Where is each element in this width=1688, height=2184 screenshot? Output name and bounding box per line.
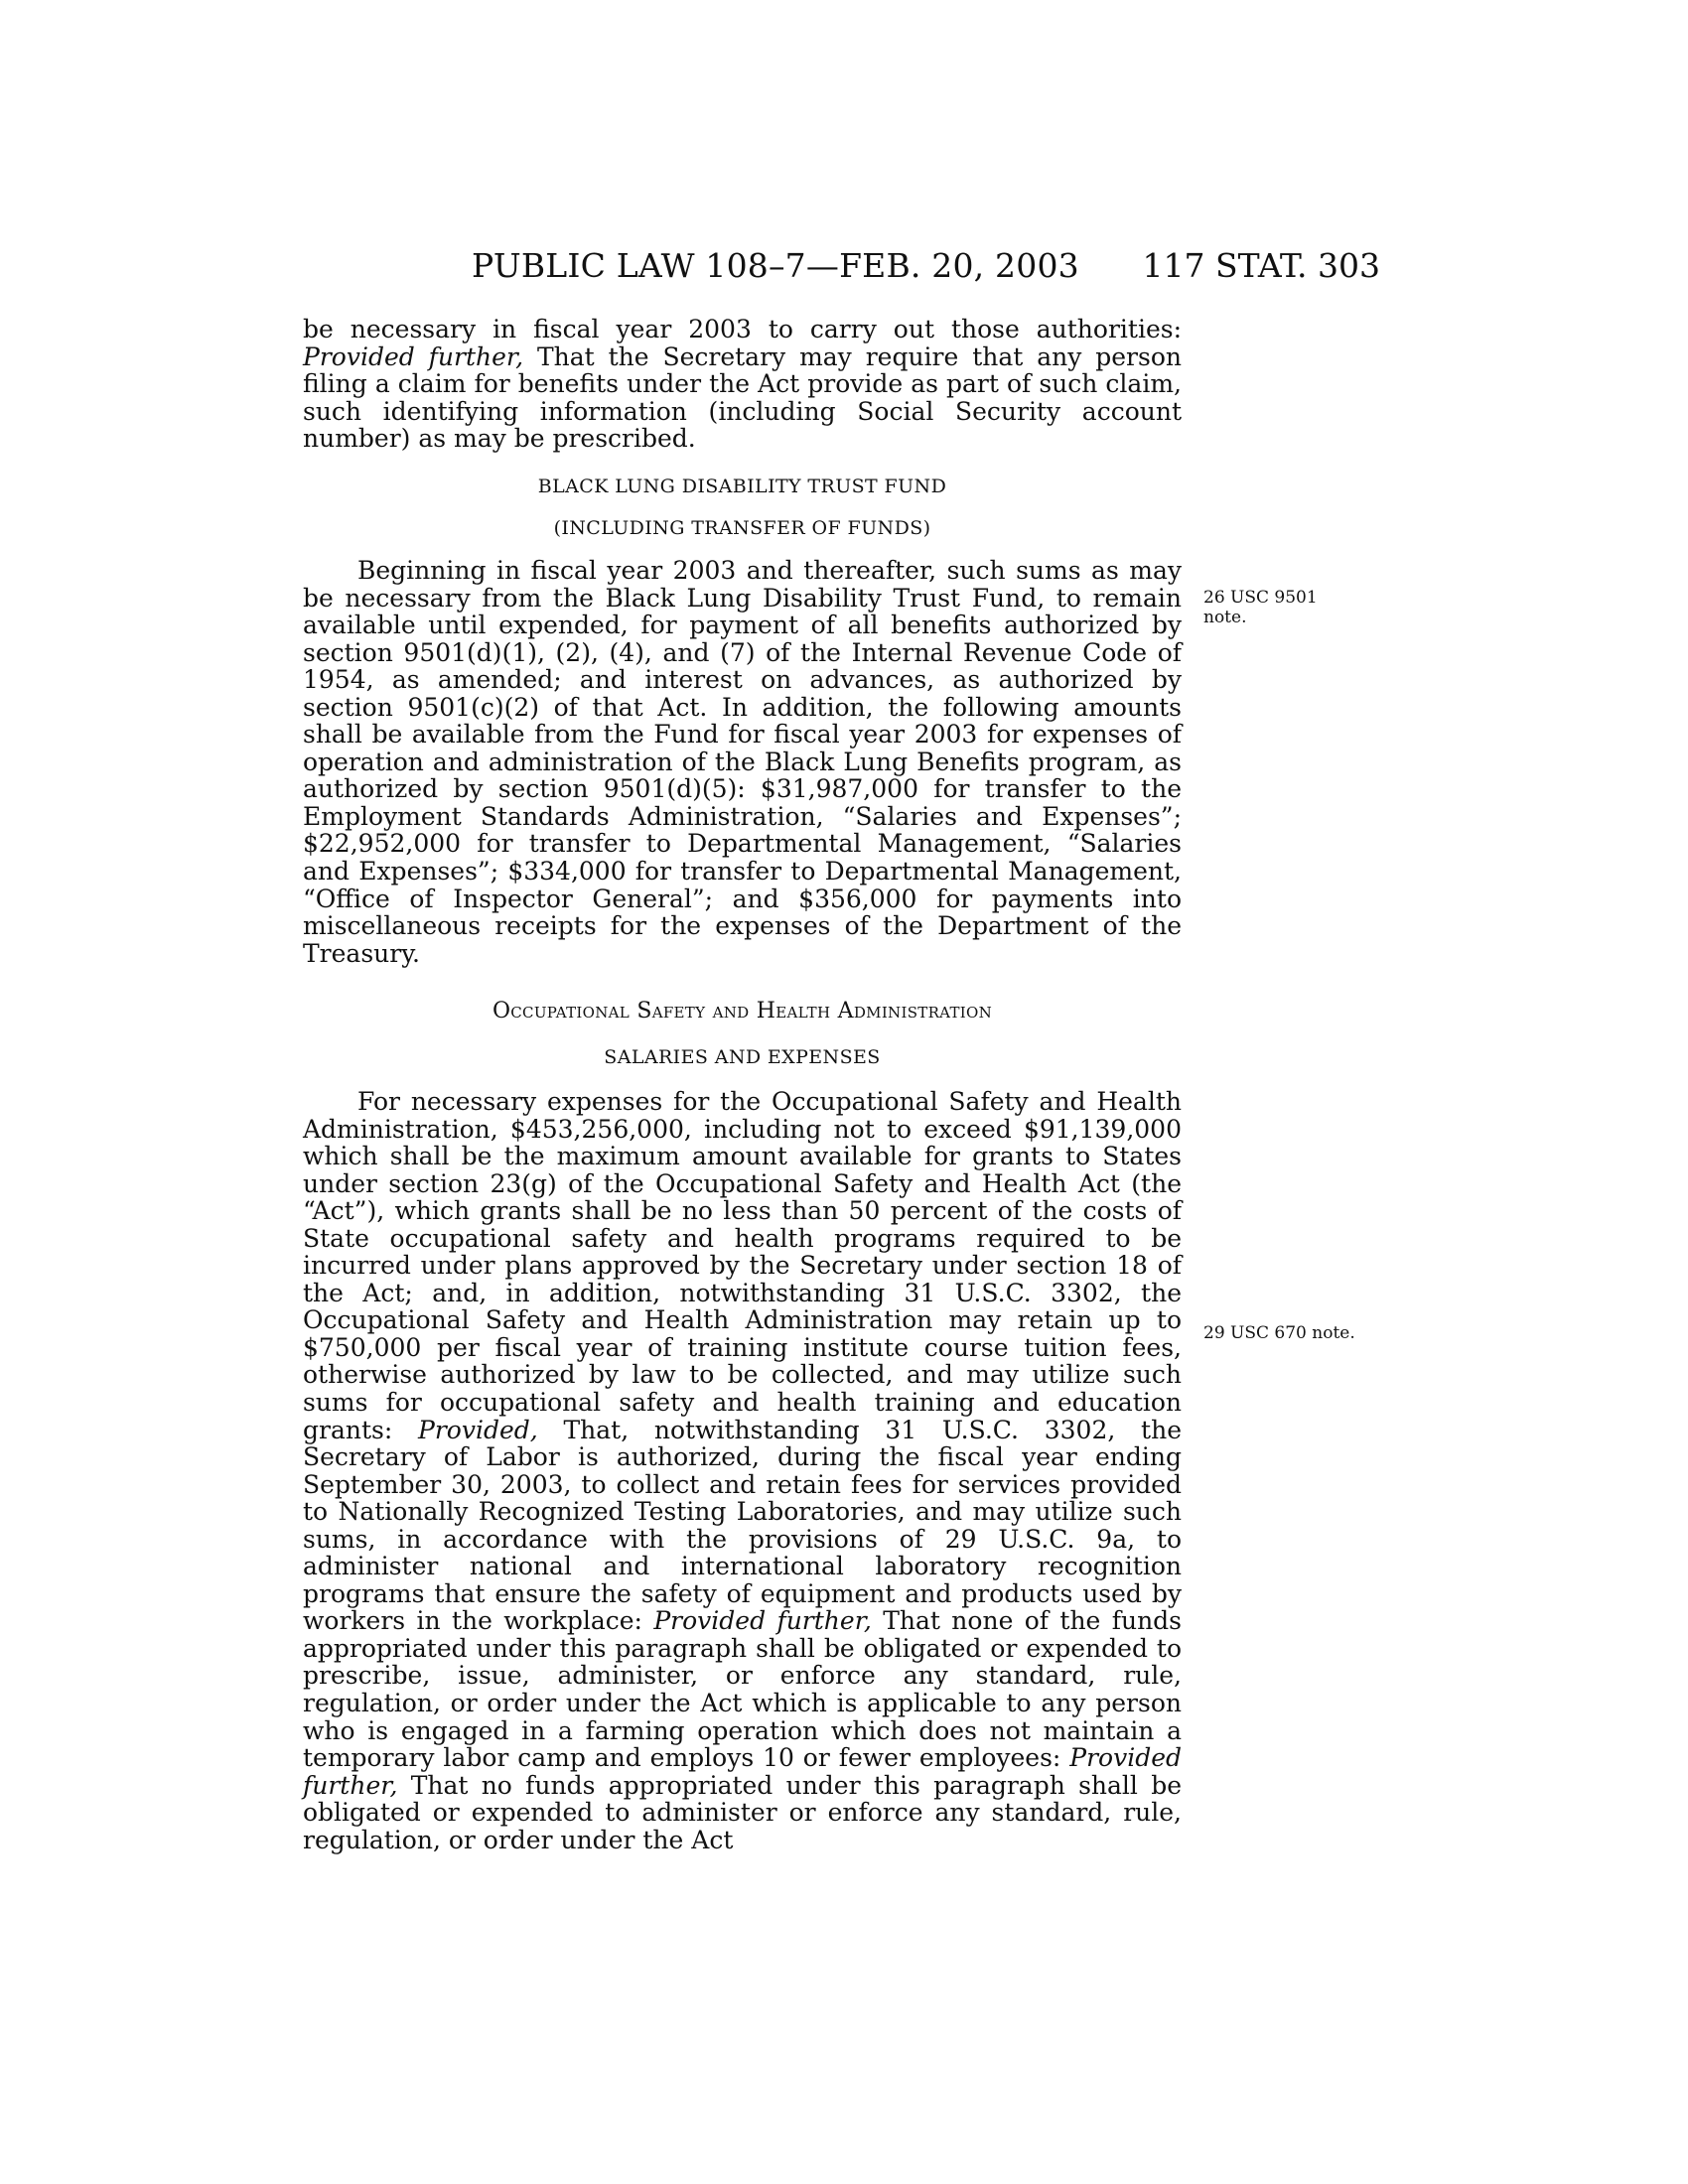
marginal-note-29-usc: 29 USC 670 note. [1203,1323,1355,1343]
salaries-and-expenses-subheading: SALARIES AND EXPENSES [604,1046,881,1068]
transfer-of-funds-subheading: (INCLUDING TRANSFER OF FUNDS) [553,517,931,539]
marginal-note-26-usc: 26 USC 9501 note. [1203,588,1318,627]
provided-further-phrase: Provided further, [303,1743,1182,1800]
continuation-paragraph: be necessary in fiscal year 2003 to carry out those authorities: Provided further, That the Secretary may require that any person filing a claim for benefits under the Act provide as part of such claim, such identifying information (including Social Security account number) as may be prescribed. [303,315,1182,454]
public-law-citation: PUBLIC LAW 108–7—FEB. 20, 2003 [472,246,1079,285]
page-body [303,316,1182,1853]
black-lung-paragraph: Beginning in fiscal year 2003 and thereafter, such sums as may be necessary from the Black Lung Disability Trust Fund, to remain available until expended, for payment of all benefits authorized by section 9501(d)(1), (2), (4), and (7) of the Internal Revenue Code of 1954, as amended; and interest on advances, as authorized by section 9501(c)(2) of that Act. In addition, the following amounts shall be available from the Fund for fiscal year 2003 for expenses of operation and administration of the Black Lung Benefits program, as authorized by section 9501(d)(5): $31,987,000 for transfer to the Employment Standards Administration, “Salaries and Expenses”; $22,952,000 for transfer to Departmental Management, “Salaries and Expenses”; $334,000 for transfer to Departmental Management, “Office of Inspector General”; and $356,000 for payments into miscellaneous receipts for the expenses of the Department of the Treasury. [303,556,1182,968]
provided-further-phrase: Provided further, [653,1606,872,1636]
statute-page-number: 117 STAT. 303 [1142,246,1380,285]
page-header [298,246,1380,288]
osha-paragraph: For necessary expenses for the Occupational Safety and Health Administration, $453,256,000, including not to exceed $91,139,000 which shall be the maximum amount available for grants to States under section 23(g) of the Occupational Safety and Health Act (the “Act”), which grants shall be no less than 50 percent of the costs of State occupational safety and health programs required to be incurred under plans approved by the Secretary under section 18 of the Act; and, in addition, notwithstanding 31 U.S.C. 3302, the Occupational Safety and Health Administration may retain up to $750,000 per fiscal year of training institute course tuition fees, otherwise authorized by law to be collected, and may utilize such sums for occupational safety and health training and education grants: Provided, That, notwithstanding 31 U.S.C. 3302, the Secretary of Labor is authorized, during the fiscal year ending September 30, 2003, to collect and retain fees for services provided to Nationally Recognized Testing Laboratories, and may utilize such sums, in accordance with the provisions of 29 U.S.C. 9a, to administer national and international laboratory recognition programs that ensure the safety of equipment and products used by workers in the workplace: Provided further, That none of the funds appropriated under this paragraph shall be obligated or expended to prescribe, issue, administer, or enforce any standard, rule, regulation, or order under the Act which is applicable to any person who is engaged in a farming operation which does not maintain a temporary labor camp and employs 10 or fewer employees: Provided further, That no funds appropriated under this paragraph shall be obligated or expended to administer or enforce any standard, rule, regulation, or order under the Act [303,1087,1183,1854]
provided-further-phrase: Provided further, [303,341,524,371]
provided-phrase: Provided, [418,1415,538,1444]
osha-agency-heading: Occupational Safety and Health Administration [492,999,993,1024]
black-lung-heading: BLACK LUNG DISABILITY TRUST FUND [537,476,947,497]
